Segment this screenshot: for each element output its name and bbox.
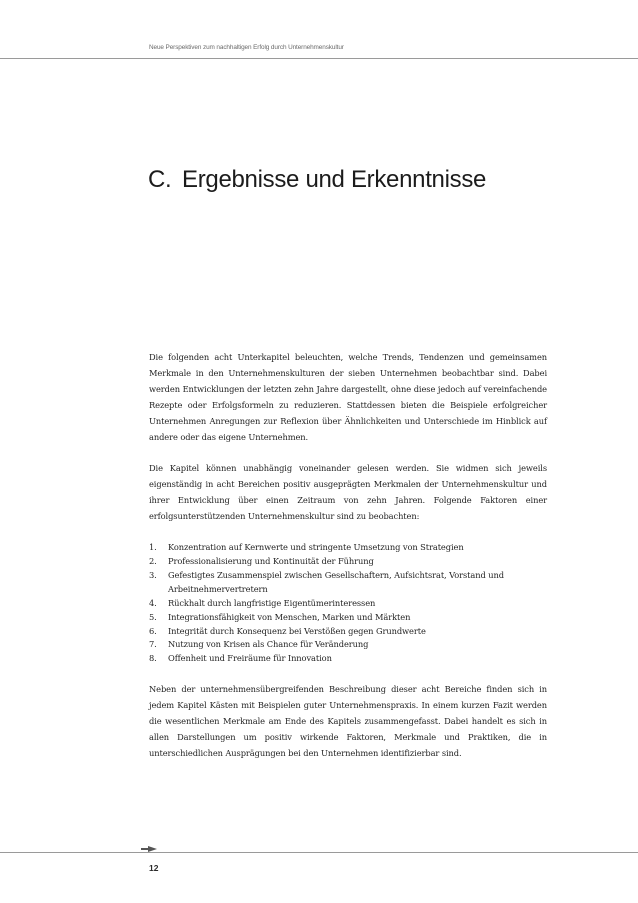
- list-item: [149, 652, 547, 666]
- list-item-number: 1.: [149, 542, 157, 553]
- list-item-text: Offenheit und Freiräume für Innovation: [168, 653, 332, 664]
- chapter-letter: C.: [148, 166, 172, 193]
- list-item-text: Konzentration auf Kernwerte und stringente Umsetzung von Strategien: [168, 542, 464, 553]
- running-head: Neue Perspektiven zum nachhaltigen Erfolg durch Unternehmenskultur: [149, 44, 344, 51]
- list-item: [149, 638, 547, 652]
- list-item: [149, 597, 547, 611]
- list-item: [149, 611, 547, 625]
- list-item-number: 4.: [149, 597, 157, 608]
- list-item-text: Integrität durch Konsequenz bei Verstößen gegen Grundwerte: [168, 625, 426, 636]
- intro-paragraph: Die folgenden acht Unterkapitel beleuchten, welche Trends, Tendenzen und gemeinsamen Merkmale in den Unternehmenskulturen der sieben Unternehmen beobachtbar sind. Dabei werden Entwicklungen der letzten zehn Jahre dargestellt, ohne diese jedoch auf vereinfachende Rezepte oder Erfolgsformeln zu reduzieren. Stattdessen bieten die Beispiele erfolgreicher Unternehmen Anregungen zur Reflexion über Ähnlichkeiten und Unterschiede im Hinblick auf andere oder das eigene Unternehmen.: [149, 352, 547, 442]
- list-item-text: Rückhalt durch langfristige Eigentümerinteressen: [168, 597, 376, 608]
- factor-list: [149, 541, 547, 666]
- list-item: [149, 569, 547, 597]
- header-rule: [0, 58, 638, 59]
- page-number: 12: [149, 863, 159, 873]
- list-item-text: Nutzung von Krisen als Chance für Veränderung: [168, 639, 369, 650]
- summary-paragraph: Neben der unternehmensübergreifenden Beschreibung dieser acht Bereiche finden sich in jedem Kapitel Kästen mit Beispielen guter Unternehmenspraxis. In einem kurzen Fazit werden die wesentlichen Merkmale am Ende des Kapitels zusammengefasst. Dabei handelt es sich in allen Darstellungen um positiv wirkende Faktoren, Merkmale und Praktiken, die in unterschiedlichen Ausprägungen bei den Unternehmen identifizierbar sind.: [149, 684, 547, 758]
- list-item: [149, 625, 547, 639]
- body-text: [149, 350, 547, 778]
- footer-rule: [0, 852, 638, 853]
- list-item-number: 6.: [149, 625, 157, 636]
- list-item-text: Gefestigtes Zusammenspiel zwischen Gesellschaftern, Aufsichtsrat, Vorstand und Arbeitnehmervertretern: [168, 569, 504, 594]
- chapters-paragraph: Die Kapitel können unabhängig voneinander gelesen werden. Sie widmen sich jeweils eigenständig in acht Bereichen positiv ausgeprägten Merkmalen der Unternehmenskultur und ihrer Entwicklung über einen Zeitraum von zehn Jahren. Folgende Faktoren einer erfolgsunterstützenden Unternehmenskultur sind zu beobachten:: [149, 463, 547, 522]
- list-item-number: 2.: [149, 555, 157, 566]
- list-item-number: 3.: [149, 569, 157, 580]
- chapter-title: [148, 166, 486, 194]
- list-item-text: Professionalisierung und Kontinuität der Führung: [168, 555, 374, 566]
- list-item-number: 8.: [149, 653, 157, 664]
- list-item-number: 7.: [149, 639, 157, 650]
- chapter-title-text: Ergebnisse und Erkenntnisse: [182, 166, 487, 193]
- list-item-number: 5.: [149, 611, 157, 622]
- list-item-text: Integrationsfähigkeit von Menschen, Marken und Märkten: [168, 611, 411, 622]
- list-item: [149, 541, 547, 555]
- list-item: [149, 555, 547, 569]
